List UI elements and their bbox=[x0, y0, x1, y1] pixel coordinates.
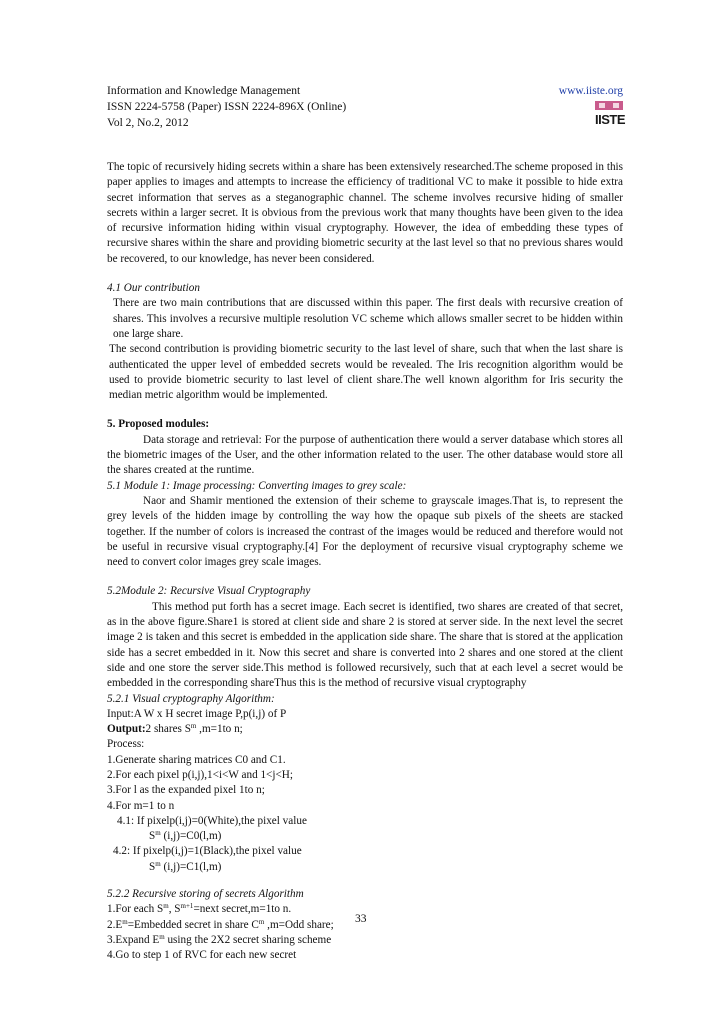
algorithm-step-4-2-assign: $S^m$ (i,j)=C1(l,m) bbox=[149, 859, 222, 873]
algorithm-process-label: Process: bbox=[107, 738, 145, 751]
article-body bbox=[107, 160, 623, 964]
section-4-1-heading: 4.1 Our contribution bbox=[107, 282, 200, 295]
algorithm-step-4-1: 4.1: If pixelp(i,j)=0(White),the pixel value bbox=[117, 814, 307, 827]
section-5-1-heading: 5.1 Module 1: Image processing: Converting images to grey scale: bbox=[107, 479, 407, 492]
section-5-heading: 5. Proposed modules: bbox=[107, 418, 210, 431]
algorithm-step-3: 3.For l as the expanded pixel 1to n; bbox=[107, 784, 265, 797]
recursive-step-2: $2.E^m=Embedded$ secret in share $C^m$ ,m=Odd share; bbox=[107, 917, 334, 931]
journal-title: Information and Knowledge Management bbox=[107, 85, 301, 97]
algorithm-step-1: 1.Generate sharing matrices C0 and C1. bbox=[107, 753, 286, 766]
recursive-step-3: 3.Expand $E^m$ using the 2X2 secret sharing scheme bbox=[107, 932, 332, 946]
running-header bbox=[107, 83, 626, 131]
volume-issue: Vol 2, No.2, 2012 bbox=[107, 117, 189, 129]
contribution-paragraph-1: There are two main contributions that are discussed within this paper. The first deals with recursive creation of shares. This involves a recursive multiple resolution VC scheme which allows smaller secret to be hidden within one large share. bbox=[113, 297, 623, 340]
contribution-paragraph-2: The second contribution is providing biometric security to the last level of share, such that when the last share is authenticated the upper level of embedded secrets would be revealed. The Iris recognition algorithm would be used to provide biometric security to last level of client share.The well known algorithm for Iris security the median metric algorithm would be implemented. bbox=[109, 343, 623, 402]
recursive-step-4: 4.Go to step 1 of RVC for each new secret bbox=[107, 949, 297, 962]
section-5-2-heading: 5.2Module 2: Recursive Visual Cryptography bbox=[107, 585, 311, 598]
algorithm-output: Output:2 shares $S^m$ ,m=1to n; bbox=[107, 722, 243, 736]
algorithm-step-4: 4.For m=1 to n bbox=[107, 799, 175, 812]
module-1-paragraph: Naor and Shamir mentioned the extension of their scheme to grayscale images.That is, to represent the grey levels of the hidden image by controlling the way how the opaque sub pixels of the sheets are stacked together. If the number of colors is increased the contrast of the images would be reduced and therefore would not be useful in recursive visual cryptography.[4] For the deployment of recursive visual cryptography scheme we need to convert color images grey scale images. bbox=[107, 494, 623, 569]
logo-text: IISTE bbox=[595, 112, 626, 127]
intro-paragraph: The topic of recursively hiding secrets within a share has been extensively researched.The scheme proposed in this paper applies to images and attempts to increase the efficiency of traditional VC to make it possible to hide extra secret information that serves as a steganographic channel. The scheme involves recursive hiding of smaller secrets within a larger secret. It is obvious from the previous work that many thoughts have been given to the idea of recursive information hiding within visual cryptography. However, the idea of embedding these types of recursive shares within the share and providing biometric security at the last level so that no previous shares would be recovered, to our knowledge, has never been considered. bbox=[107, 161, 623, 265]
algorithm-input: Input:A W x H secret image P,p(i,j) of P bbox=[107, 707, 287, 720]
page-number: 33 bbox=[355, 913, 367, 925]
section-5-2-1-heading: 5.2.1 Visual cryptography Algorithm: bbox=[107, 692, 275, 705]
proposed-modules-paragraph: Data storage and retrieval: For the purpose of authentication there would a server database which stores all the biometric images of the User, and the other information related to the user. The other database would store all the shares created at the runtime. bbox=[107, 433, 623, 477]
section-5-2-2-heading: 5.2.2 Recursive storing of secrets Algorithm bbox=[107, 888, 304, 901]
algorithm-step-2: 2.For each pixel p(i,j),1<i<W and 1<j<H; bbox=[107, 768, 293, 781]
algorithm-step-4-2: 4.2: If pixelp(i,j)=1(Black),the pixel value bbox=[113, 845, 302, 858]
module-2-paragraph: This method put forth has a secret image. Each secret is identified, two shares are created of that secret, as in the above figure.Share1 is stored at client side and share 2 is stored at server side. In the next level the secret image 2 is taken and this secret is embedded in the application side share. The share that is stored at the application side has a secret embedded in it. Now this secret and share is converted into 2 shares and one stored at the client side and one store the server side.This method is followed recursively, such that at each level a secret would be embedded in the corresponding shareThus this is the method of recursive visual cryptography bbox=[107, 600, 623, 690]
algorithm-step-4-1-assign: $S^m$ (i,j)=C0(l,m) bbox=[149, 829, 222, 843]
recursive-step-1: 1.For each $S^m$, $S^{m+1}=next$ secret,m=1to n. bbox=[107, 902, 292, 916]
journal-url-link[interactable]: www.iiste.org bbox=[558, 85, 623, 97]
issn: ISSN 2224-5758 (Paper) ISSN 2224-896X (Online) bbox=[107, 101, 347, 113]
iiste-logo bbox=[595, 101, 626, 129]
